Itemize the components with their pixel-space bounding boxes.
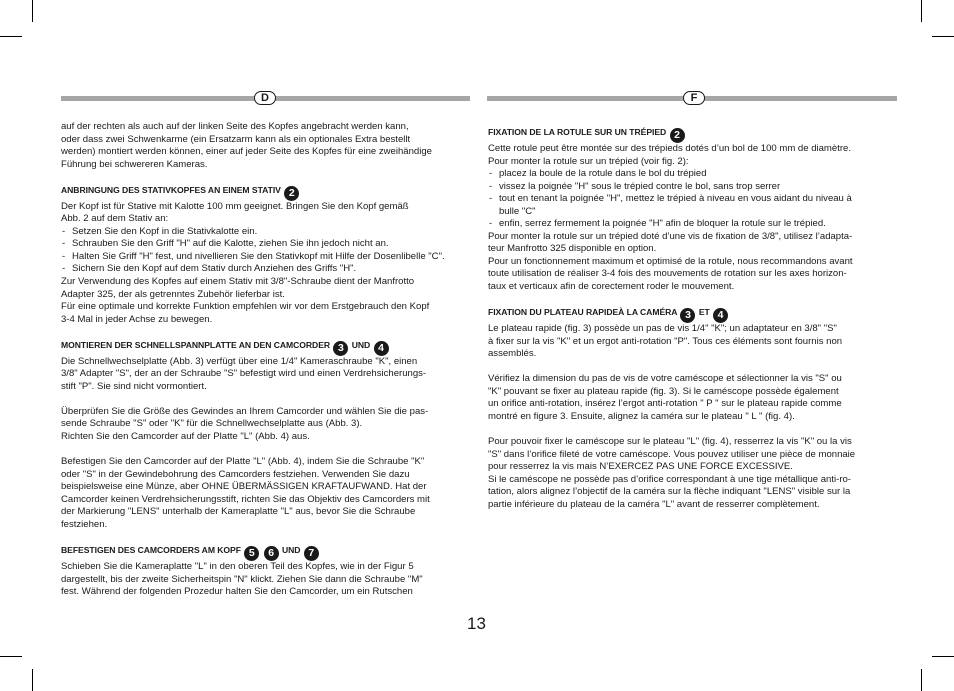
- text-line: "K" pouvant se fixer au plateau rapide (fig. 3). Si le caméscope possède également: [488, 385, 839, 397]
- text-line: Der Kopf ist für Stative mit Kalotte 100 mm geeignet. Bringen Sie den Kopf gemäß: [61, 200, 409, 212]
- crop-mark: [32, 0, 33, 22]
- text-line: pour resserrez la vis mais N’EXERCEZ PAS UNE FORCE EXCESSIVE.: [488, 461, 793, 473]
- intro-line: oder dass zwei Schwenkarme (ein Ersatzarm kann als ein optionales Extra bestellt: [61, 133, 411, 145]
- text-line: Für eine optimale und korrekte Funktion empfehlen wir vor dem Erstgebrauch den Kopf: [61, 301, 430, 313]
- text-line: à fixer sur la vis "K" et un ergot anti-rotation "P". Tous ces éléments sont fournis non: [488, 335, 843, 347]
- crop-mark: [0, 36, 22, 37]
- text-line: partie inférieure du plateau de la caméra "L" avant de resserrer complètement.: [488, 498, 820, 510]
- text-line: montré en figure 3. Ensuite, alignez la caméra sur le plateau " L " (fig. 4).: [488, 410, 795, 422]
- text-line: toute utilisation de réaliser 3-4 fois des mouvements de rotation sur les axes horizon-: [488, 268, 847, 280]
- section-heading: ANBRINGUNG DES STATIVKOPFES AN EINEM STATIV 2: [61, 184, 473, 201]
- crop-mark: [932, 36, 954, 37]
- figure-number: 6: [264, 546, 279, 561]
- text-line: Die Schnellwechselplatte (Abb. 3) verfügt über eine 1/4" Kameraschraube "K", einen: [61, 355, 418, 367]
- french-column: [488, 126, 900, 511]
- figure-number: 3: [333, 341, 348, 356]
- figure-number: 2: [284, 186, 299, 201]
- figure-number: 7: [304, 546, 319, 561]
- intro-line: Führung bei schwereren Kameras.: [61, 158, 208, 170]
- text-line: tation, alors alignez l’objectif de la caméra sur la flèche indiquant "LENS" visible sur la: [488, 486, 851, 498]
- text-line: taux et verticaux afin de corectement roder le mouvement.: [488, 281, 735, 293]
- text-line: Pour monter la rotule sur un trépied doté d’une vis de fixation de 3/8", utilisez l’adapta-: [488, 230, 853, 242]
- language-header-french: [487, 93, 897, 103]
- text-line: Befestigen Sie den Camcorder auf der Platte "L" (Abb. 4), indem Sie die Schraube "K": [61, 456, 425, 468]
- crop-mark: [0, 656, 22, 657]
- text-line: teur Manfrotto 325 disponible en option.: [488, 243, 657, 255]
- instruction-list: [61, 226, 473, 276]
- text-line: un orifice anti-rotation, insérez l’ergot anti-rotation " P " sur le plateau rapide comme: [488, 398, 842, 410]
- text-line: Pour pouvoir fixer le caméscope sur le plateau "L" (fig. 4), resserrez la vis "K" ou la vis: [488, 436, 852, 448]
- crop-mark: [921, 669, 922, 691]
- language-header-german: [61, 93, 470, 103]
- text-line: dargestellt, bis der zweite Sicherheitspin "N" klickt. Ziehen Sie dann die Schraube "M": [61, 573, 423, 585]
- text-line: assemblés.: [488, 348, 537, 360]
- list-item: - placez la boule de la rotule dans le bol du trépied: [488, 168, 900, 181]
- text-line: Richten Sie den Camcorder auf der Platte "L" (Abb. 4) aus.: [61, 431, 310, 443]
- language-badge: F: [683, 91, 705, 105]
- text-line: festziehen.: [61, 518, 108, 530]
- text-line: Si le caméscope ne possède pas d’orifice correspondant à une tige métallique anti-ro-: [488, 473, 851, 485]
- text-line: 3/8" Adapter "S", der an der Schraube "S" befestigt wird und einen Verdrehsicherungs-: [61, 368, 427, 380]
- text-line: oder "S" in der Gewindebohrung des Camcorders festziehen. Verwenden Sie dazu: [61, 468, 410, 480]
- german-column: [61, 121, 473, 599]
- section-heading: MONTIEREN DER SCHNELLSPANNPLATTE AN DEN CAMCORDER 3 UND 4: [61, 339, 473, 356]
- text-line: Vérifiez la dimension du pas de vis de votre caméscope et sélectionner la vis "S" ou: [488, 373, 842, 385]
- section-heading: FIXATION DU PLATEAU RAPIDEÀ LA CAMÉRA 3 ET 4: [488, 306, 900, 323]
- section-heading: FIXATION DE LA ROTULE SUR UN TRÉPIED 2: [488, 126, 900, 143]
- list-item: - tout en tenant la poignée "H", mettez le trépied à niveau en vous aidant du niveau à: [488, 193, 900, 206]
- text-line: Cette rotule peut être montée sur des trépieds dotés d’un bol de 100 mm de diamètre.: [488, 143, 851, 154]
- text-line: stift "P". Sie sind nicht vormontiert.: [61, 380, 207, 392]
- text-line: Schieben Sie die Kameraplatte "L" in den oberen Teil des Kopfes, wie in der Figur 5: [61, 560, 414, 572]
- text-line: Abb. 2 auf dem Stativ an:: [61, 213, 169, 225]
- list-item: - vissez la poignée "H" sous le trépied contre le bol, sans trop serrer: [488, 181, 900, 194]
- list-item: - enfin, serrez fermement la poignée "H" afin de bloquer la rotule sur le trépied.: [488, 218, 900, 231]
- figure-number: 3: [680, 308, 695, 323]
- list-item: - Sichern Sie den Kopf auf dem Stativ durch Anziehen des Griffs "H".: [61, 263, 473, 276]
- text-line: Le plateau rapide (fig. 3) possède un pas de vis 1/4" "K"; un adaptateur en 3/8" "S": [488, 323, 837, 335]
- text-line: "S" dans l’orifice fileté de votre caméscope. Vous pouvez utiliser une pièce de monnaie: [488, 448, 856, 460]
- section-heading: BEFESTIGEN DES CAMCORDERS AM KOPF 5 6 UND 7: [61, 544, 473, 561]
- figure-number: 4: [374, 341, 389, 356]
- list-item: - Setzen Sie den Kopf in die Stativkalotte ein.: [61, 226, 473, 239]
- list-item: - Schrauben Sie den Griff "H" auf die Kalotte, ziehen Sie ihn jedoch nicht an.: [61, 238, 473, 251]
- list-item-continuation: bulle "C": [499, 205, 536, 217]
- intro-line: werden) montiert werden können, einer auf jeder Seite des Kopfes für eine zweihändige: [61, 146, 432, 158]
- text-line: Pour monter la rotule sur un trépied (voir fig. 2):: [488, 155, 689, 167]
- text-line: der Markierung "LENS" unterhalb der Kameraplatte "L" aus, bevor Sie die Schraube: [61, 506, 416, 518]
- page-number: 13: [467, 614, 486, 633]
- text-line: Camcorder keinen Verdrehsicherungsstift, richten Sie das Objektiv des Camcorders mit: [61, 493, 430, 505]
- text-line: Pour un fonctionnement maximum et optimisé de la rotule, nous recommandons avant: [488, 255, 853, 267]
- figure-number: 5: [244, 546, 259, 561]
- crop-mark: [932, 656, 954, 657]
- text-line: Adapter 325, der als getrenntes Zubehör lieferbar ist.: [61, 288, 285, 300]
- text-line: sende Schraube "S" oder "K" für die Schnellwechselplatte aus (Abb. 3).: [61, 418, 363, 430]
- text-line: Überprüfen Sie die Größe des Gewindes an Ihrem Camcorder und wählen Sie die pas-: [61, 405, 429, 417]
- text-line: beispielsweise eine Münze, aber OHNE ÜBERMÄSSIGEN KRAFTAUFWAND. Hat der: [61, 481, 427, 493]
- instruction-list: [488, 168, 900, 231]
- language-badge: D: [254, 91, 276, 105]
- crop-mark: [32, 669, 33, 691]
- intro-line: auf der rechten als auch auf der linken Seite des Kopfes angebracht werden kann,: [61, 121, 409, 132]
- text-line: fest. Während der folgenden Prozedur halten Sie den Camcorder, um ein Rutschen: [61, 586, 413, 598]
- figure-number: 4: [713, 308, 728, 323]
- text-line: 3-4 Mal in jeder Achse zu bewegen.: [61, 313, 213, 325]
- crop-mark: [921, 0, 922, 22]
- text-line: Zur Verwendung des Kopfes auf einem Stativ mit 3/8"-Schraube dient der Manfrotto: [61, 276, 415, 288]
- list-item: - Halten Sie Griff "H" fest, und nivellieren Sie den Stativkopf mit Hilfe der Dosenlibelle "C".: [61, 251, 473, 264]
- figure-number: 2: [670, 128, 685, 143]
